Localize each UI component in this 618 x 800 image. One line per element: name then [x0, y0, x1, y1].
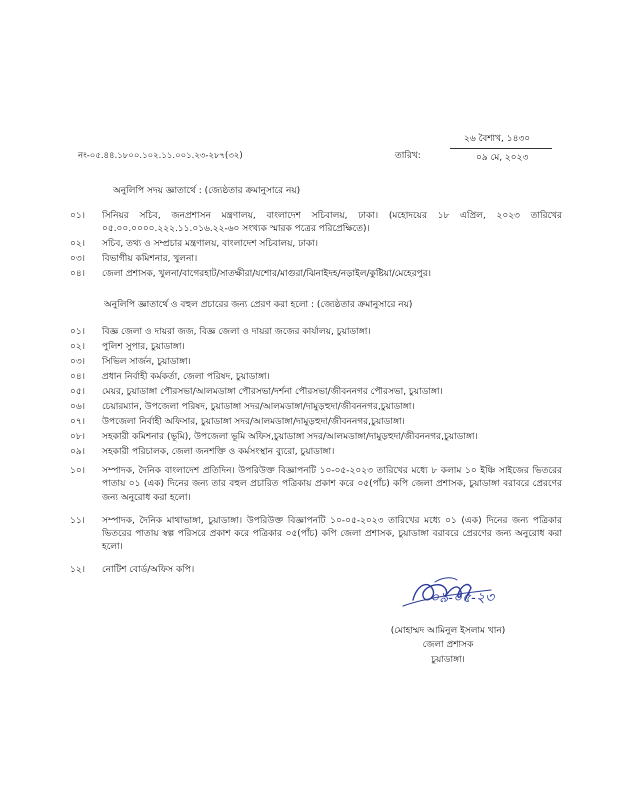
item-text: চেয়ারম্যান, উপজেলা পরিষদ, চুয়াডাঙ্গা সদর/আলমডাঙ্গা/দামুড়হুদা/জীবননগর,চুয়াডাঙ্গা।: [102, 402, 415, 413]
item-text: সিভিল সার্জন, চুয়াডাঙ্গা।: [102, 357, 191, 368]
item-text: জেলা প্রশাসক, খুলনা/বাগেরহাট/সাতক্ষীরা/যশোর/মাগুরা/ঝিনাইদহ/নড়াইল/কুষ্টিয়া/মেহেরপুর।: [102, 269, 431, 280]
date-label: তারিখ:: [395, 151, 421, 161]
item-text: সহকারী পরিচালক, জেলা জনশক্তি ও কর্মসংস্থান ব্যুরো, চুয়াডাঙ্গা।: [102, 447, 335, 458]
date-bangla: ২৬ বৈশাখ, ১৪৩০: [464, 134, 531, 144]
section2-heading: অনুলিপি জ্ঞাতার্থে ও বহুল প্রচারের জন্য প্রেরণ করা হলো : (জ্যেষ্ঠতার ক্রমানুসারে নয়): [104, 300, 413, 310]
item-number: ১২।: [70, 564, 85, 575]
item-text: পুলিশ সুপার, চুয়াডাঙ্গা।: [102, 342, 185, 353]
list-item: [70, 465, 562, 504]
item-number: ১০।: [70, 466, 85, 477]
item-text: বিজ্ঞ জেলা ও দায়রা জজ, বিজ্ঞ জেলা ও দায়রা জজের কার্যালয়, চুয়াডাঙ্গা।: [102, 327, 371, 337]
date-english: ০৯ মে, ২০২৩: [476, 153, 529, 163]
item-number: ০৬।: [70, 402, 85, 413]
list-item: [70, 416, 562, 429]
item-text: সম্পাদক, দৈনিক বাংলাদেশ প্রতিদিন। উপরিউক্ত বিজ্ঞাপনটি ১০-০৫-২০২৩ তারিখের মধ্যে ৮ কলাম ১০ ইঞ্চি সাইজের ভিতরের পাতায় ০১ (এক) দিনের জন্য তার বহুল প্রচারিত পত্রিকায় প্রকাশ করে ০৫(পাঁচ) কপি জেলা প্রশাসক, চুয়াডাঙ্গা বরাবরে প্রেরণের জন্য অনুরোধ করা হলো।: [102, 466, 562, 503]
signatory-designation: জেলা প্রশাসক: [422, 640, 474, 651]
item-number: ০৪।: [70, 372, 85, 383]
section2-list: [70, 326, 562, 579]
item-text: প্রধান নির্বাহী কর্মকর্তা, জেলা পরিষদ, চুয়াডাঙ্গা।: [102, 372, 270, 383]
section1-heading: অনুলিপি সদয় জ্ঞাতার্থে : (জ্যেষ্ঠতার ক্রমানুসারে নয়): [113, 186, 301, 196]
memo-number: নং-০৫.৪৪.১৮০০.১০২.১১.০০১.২৩-২৮৭(৩২): [78, 151, 243, 161]
item-number: ০৭।: [70, 417, 85, 428]
signatory-name: (মোহাম্মদ আমিনুল ইসলাম খান): [390, 626, 506, 636]
signatory-place: চুয়াডাঙ্গা।: [431, 654, 465, 665]
list-item: [70, 238, 562, 251]
item-number: ০৯।: [70, 447, 85, 458]
list-item: [70, 446, 562, 459]
signature-date: ০৯-০৫-২৩: [430, 590, 495, 606]
item-text: মেয়র, চুয়াডাঙ্গা পৌরসভা/আলমডাঙ্গা পৌরসভা/দর্শনা পৌরসভা/জীবননগর পৌরসভা, চুয়াডাঙ্গা।: [102, 387, 443, 398]
item-number: ০১।: [70, 327, 85, 337]
list-item: [70, 386, 562, 399]
list-item: [70, 515, 562, 554]
signatory-block: [368, 624, 528, 667]
item-number: ০৫।: [70, 387, 85, 398]
list-item: [70, 401, 562, 414]
item-text: সচিব, তথ্য ও সম্প্রচার মন্ত্রণালয়, বাংলাদেশ সচিবালয়, ঢাকা।: [102, 239, 318, 250]
item-number: ০২।: [70, 342, 85, 353]
list-item: [70, 356, 562, 369]
item-text: সহকারী কমিশনার (ভূমি), উপজেলা ভূমি অফিস,চুয়াডাঙ্গা সদর/আলমডাঙ্গা/দামুড়হুদা/জীবননগর,চুয়াডাঙ্গা।: [102, 432, 478, 443]
list-item: [70, 371, 562, 384]
item-number: ১১।: [70, 515, 85, 526]
list-item: [70, 326, 562, 339]
item-text: সিনিয়র সচিব, জনপ্রশাসন মন্ত্রণালয়, বাংলাদেশ সচিবালয়, ঢাকা। (মহোদয়ের ১৮ এপ্রিল, ২০২৩ তারিখের ০৫.০০.০০০০.২২২.১১.০১৬.২২-৬০ সংখ্যক স্মারক পত্রের পরিপ্রেক্ষিতে)।: [102, 211, 562, 235]
list-item: [70, 253, 562, 266]
item-number: ০৩।: [70, 254, 85, 265]
list-item: [70, 431, 562, 444]
item-number: ০২।: [70, 239, 85, 250]
item-number: ০১।: [70, 211, 85, 221]
item-text: নোটিশ বোর্ড/অফিস কপি।: [102, 564, 195, 575]
item-number: ০৪।: [70, 269, 85, 280]
item-number: ০৮।: [70, 432, 85, 443]
list-item: [70, 341, 562, 354]
section1-list: [70, 210, 562, 283]
item-number: ০৩।: [70, 357, 85, 368]
date-divider: [450, 148, 552, 149]
item-text: বিভাগীয় কমিশনার, খুলনা।: [102, 254, 198, 265]
item-text: সম্পাদক, দৈনিক মাথাভাঙ্গা, চুয়াডাঙ্গা। উপরিউক্ত বিজ্ঞাপনটি ১০-০৫-২০২৩ তারিখের মধ্যে ০১ (এক) দিনের জন্য পত্রিকার ভিতরের পাতায় স্বল্প পরিসরে প্রকাশ করে পত্রিকার ০৫(পাঁচ) কপি জেলা প্রশাসক, চুয়াডাঙ্গা বরাবরে প্রেরণের জন্য অনুরোধ করা হলো।: [102, 515, 562, 552]
item-text: উপজেলা নির্বাহী অফিসার, চুয়াডাঙ্গা সদর/আলমডাঙ্গা/দামুড়হুদা/জীবননগর,চুয়াডাঙ্গা।: [102, 417, 405, 428]
list-item: [70, 210, 562, 236]
list-item: [70, 268, 562, 281]
